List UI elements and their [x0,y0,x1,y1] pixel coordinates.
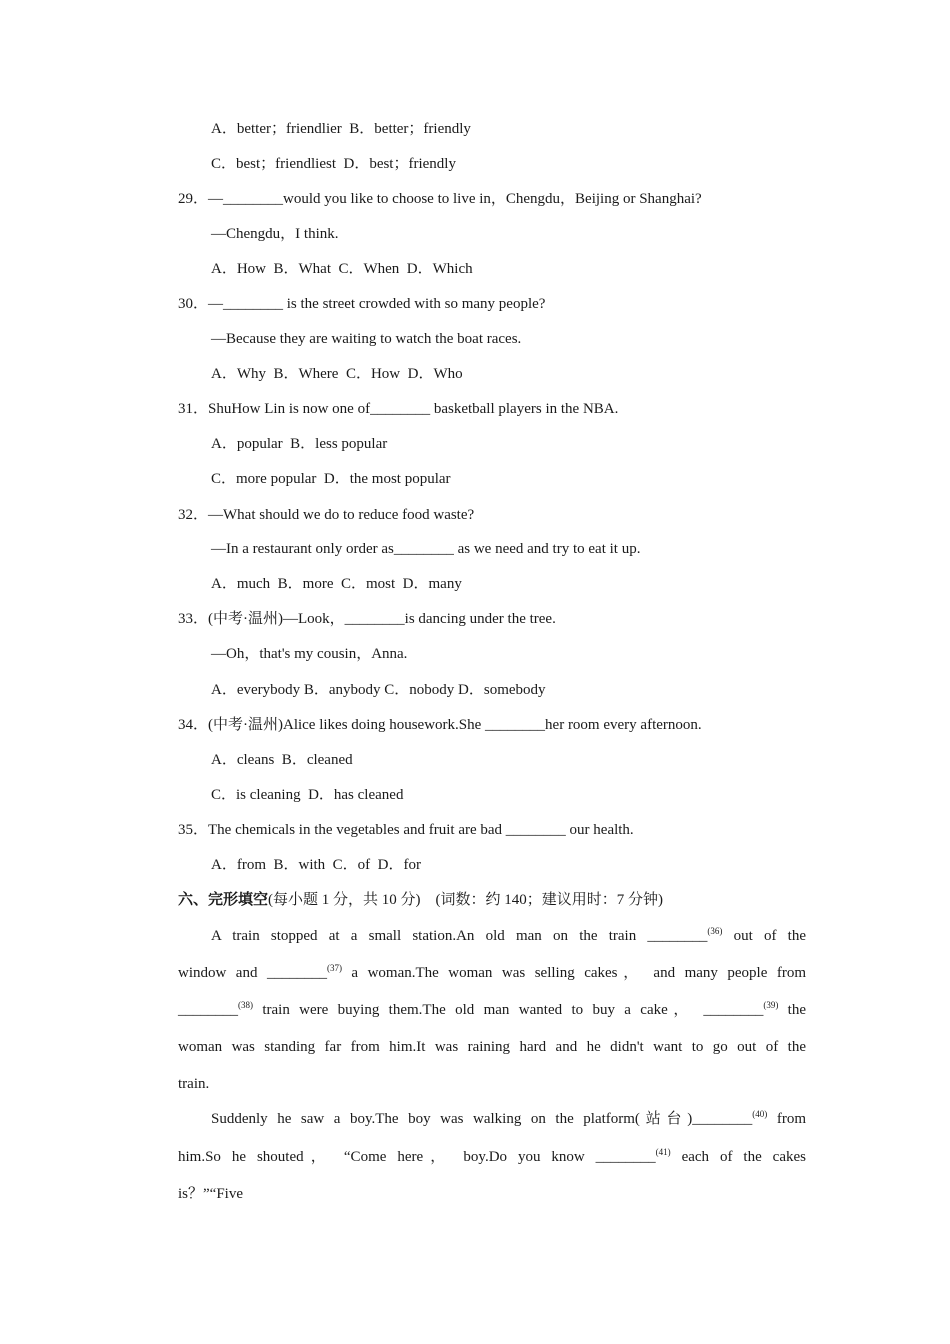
passage-p1-line-2 [178,963,806,983]
blank-number-36: (36) [707,926,723,936]
q33-stem: 33．(中考·温州)—Look，________is dancing under the tree. [178,611,556,627]
p1-l3-text: ________ [178,1002,238,1018]
q29-options: A．How B．What C．When D．Which [211,261,473,277]
q33-options: A．everybody B．anybody C．nobody D．somebody [211,682,546,698]
p1-l1-tail: out of the [722,928,806,944]
blank-number-37: (37) [326,963,342,973]
blank-number-39: (39) [763,1000,779,1010]
q33-reply: —Oh，that's my cousin，Anna. [211,646,408,662]
passage-p2-line-2 [178,1147,806,1167]
q29-reply: —Chengdu，I think. [211,226,339,242]
q35-options: A．from B．with C．of D．for [211,857,421,873]
q31-stem: 31．ShuHow Lin is now one of________ basketball players in the NBA. [178,401,619,417]
q30-options: A．Why B．Where C．How D．Who [211,366,463,382]
section-info: (每小题 1 分，共 10 分) (词数：约 140；建议用时：7 分钟) [268,892,663,908]
q35-stem: 35．The chemicals in the vegetables and fruit are bad ________ our health. [178,822,634,838]
p2-l2-tail: each of the cakes [670,1149,806,1165]
p1-l3-tail: the [778,1002,807,1018]
passage-p1-line-4: woman was standing far from him.It was raining hard and he didn't want to go out of the [178,1039,806,1055]
section-header [178,890,663,910]
p2-l1-tail: from [767,1111,806,1127]
blank-number-40: (40) [752,1109,768,1119]
q28-options-line-2: C．best；friendliest D．best；friendly [211,156,456,172]
q32-stem: 32．—What should we do to reduce food waste? [178,507,475,523]
p1-l3-mid: train were buying them.The old man wanted to buy a cake， ________ [253,1002,764,1018]
p2-l1-text: Suddenly he saw a boy.The boy was walking on the platform(站台)________ [211,1111,753,1127]
q31-options-line-2: C．more popular D．the most popular [211,471,451,487]
q29-stem: 29．—________would you like to choose to live in，Chengdu，Beijing or Shanghai? [178,191,702,207]
q31-options-line-1: A．popular B．less popular [211,436,388,452]
q32-reply: —In a restaurant only order as________ as we need and try to eat it up. [211,541,641,557]
q34-options-line-2: C．is cleaning D．has cleaned [211,787,404,803]
q30-reply: —Because they are waiting to watch the boat races. [211,331,522,347]
q34-options-line-1: A．cleans B．cleaned [211,752,353,768]
passage-p1-line-1 [211,926,806,946]
passage-p2-line-3: is？”“Five [178,1186,243,1202]
p1-l2-tail: a woman.The woman was selling cakes， and many people from [341,965,806,981]
q30-stem: 30．—________ is the street crowded with so many people? [178,296,546,312]
p1-l1-text: A train stopped at a small station.An old man on the train ________ [211,928,708,944]
q28-options-line-1: A．better；friendlier B．better；friendly [211,121,471,137]
passage-p1-line-5: train. [178,1076,210,1092]
passage-p1-line-3 [178,1000,806,1020]
blank-number-38: (38) [238,1000,253,1010]
passage-p2-line-1 [211,1109,806,1129]
p2-l2-text: him.So he shouted， “Come here， boy.Do you know ________ [178,1149,656,1165]
q34-stem: 34．(中考·温州)Alice likes doing housework.She ________her room every afternoon. [178,717,702,733]
blank-number-41: (41) [655,1147,671,1157]
q32-options: A．much B．more C．most D．many [211,576,462,592]
p1-l2-text: window and ________ [178,965,327,981]
section-title: 六、完形填空 [178,892,269,908]
